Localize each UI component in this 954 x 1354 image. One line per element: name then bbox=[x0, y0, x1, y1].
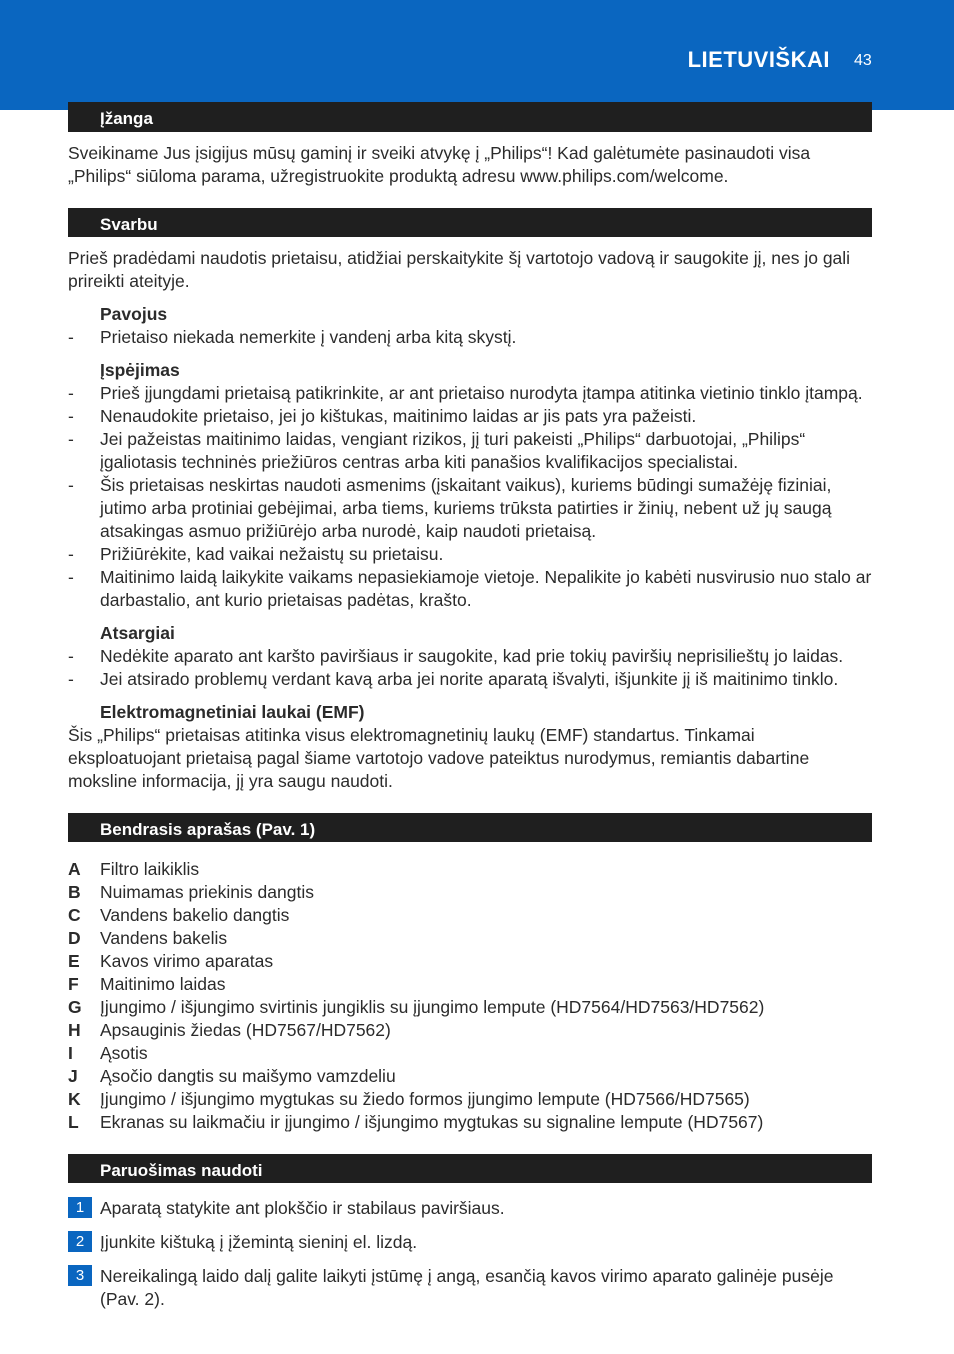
list-item: - Jei pažeistas maitinimo laidas, vengiant rizikos, jį turi pakeisti „Philips“ darbuotojai, „Philips“ įgaliotasis techninės priežiūros centras arba kiti panašios kvalifikacijos specialistai. bbox=[68, 428, 872, 474]
list-item: - Prieš įjungdami prietaisą patikrinkite, ar ant prietaiso nurodyta įtampa atitinka vietinio tinklo įtampą. bbox=[68, 382, 872, 405]
important-text: Prieš pradėdami naudotis prietaisu, atidžiai perskaitykite šį vartotojo vadovą ir saugokite jį, nes jo gali prireikti ateityje. bbox=[68, 248, 851, 291]
part-item: I Ąsotis bbox=[68, 1043, 148, 1063]
section-heading-intro: Įžanga bbox=[68, 102, 872, 132]
page-number: 43 bbox=[854, 52, 872, 69]
steps-list bbox=[68, 1197, 872, 1311]
list-item: - Nenaudokite prietaiso, jei jo kištukas, maitinimo laidas ar jis pats yra pažeisti. bbox=[68, 405, 872, 428]
warning-title: Įspėjimas bbox=[100, 360, 180, 380]
part-item: C Vandens bakelio dangtis bbox=[68, 905, 290, 925]
danger-list bbox=[68, 326, 872, 349]
section-heading-important: Svarbu bbox=[68, 208, 872, 237]
list-item: - Prižiūrėkite, kad vaikai nežaistų su prietaisu. bbox=[68, 543, 872, 566]
step-item: 2 Įjunkite kištuką į įžemintą sieninį el. lizdą. bbox=[68, 1231, 872, 1254]
danger-title: Pavojus bbox=[100, 304, 168, 324]
part-item: E Kavos virimo aparatas bbox=[68, 951, 274, 971]
part-item: G Įjungimo / išjungimo svirtinis jungiklis su įjungimo lempute (HD7564/HD7563/HD7562) bbox=[68, 997, 765, 1017]
list-item: - Nedėkite aparato ant karšto paviršiaus ir saugokite, kad prie tokių paviršių neprisilieštų jo laidas. bbox=[68, 645, 872, 668]
list-item: - Jei atsirado problemų verdant kavą arba jei norite aparatą išvalyti, išjunkite jį iš maitinimo tinklo. bbox=[68, 668, 872, 691]
caution-title: Atsargiai bbox=[100, 623, 175, 643]
part-item: L Ekranas su laikmačiu ir įjungimo / išjungimo mygtukas su signaline lempute (HD7567) bbox=[68, 1112, 764, 1132]
section-heading-overview: Bendrasis aprašas (Pav. 1) bbox=[68, 813, 872, 842]
intro-text: Sveikiname Jus įsigijus mūsų gaminį ir sveiki atvykę į „Philips“! Kad galėtumėte pasinaudoti visa „Philips“ siūloma parama, užregistruokite produktą adresu www.philips.com/welcome. bbox=[68, 143, 811, 186]
header-bar bbox=[0, 0, 954, 110]
step-number: 2 bbox=[68, 1231, 92, 1252]
caution-list bbox=[68, 645, 872, 691]
part-item: F Maitinimo laidas bbox=[68, 974, 226, 994]
list-item: - Prietaiso niekada nemerkite į vandenį arba kitą skystį. bbox=[68, 326, 872, 349]
part-item: D Vandens bakelis bbox=[68, 928, 228, 948]
list-item: - Šis prietaisas neskirtas naudoti asmenims (įskaitant vaikus), kuriems būdingi sumažėję fiziniai, jutimo arba protiniai gebėjimai, arba tiems, kuriems trūksta patirties ir žinių, nebent už jų saugą atsakingas asmuo prižiūrėjo arba nurodė, kaip naudoti prietaisą. bbox=[68, 474, 872, 543]
section-heading-preparation: Paruošimas naudoti bbox=[68, 1154, 872, 1183]
language-label: LIETUVIŠKAI bbox=[687, 47, 830, 72]
document-body bbox=[68, 102, 872, 1322]
step-item: 3 Nereikalingą laido dalį galite laikyti įstūmę į angą, esančią kavos virimo aparato galinėje pusėje (Pav. 2). bbox=[68, 1265, 872, 1311]
list-item: - Maitinimo laidą laikykite vaikams nepasiekiamoje vietoje. Nepalikite jo kabėti nusvirusio nuo stalo ar darbastalio, ant kurio prietaisas padėtas, krašto. bbox=[68, 566, 872, 612]
emf-title: Elektromagnetiniai laukai (EMF) bbox=[100, 702, 365, 722]
part-item: A Filtro laikiklis bbox=[68, 859, 200, 879]
warning-list bbox=[68, 382, 872, 612]
part-item: B Nuimamas priekinis dangtis bbox=[68, 882, 314, 902]
step-item: 1 Aparatą statykite ant plokščio ir stabilaus paviršiaus. bbox=[68, 1197, 872, 1220]
part-item: H Apsauginis žiedas (HD7567/HD7562) bbox=[68, 1020, 391, 1040]
part-item: K Įjungimo / išjungimo mygtukas su žiedo formos įjungimo lempute (HD7566/HD7565) bbox=[68, 1089, 750, 1109]
step-number: 1 bbox=[68, 1197, 92, 1218]
step-number: 3 bbox=[68, 1265, 92, 1286]
parts-list bbox=[68, 858, 872, 1134]
emf-text: Šis „Philips“ prietaisas atitinka visus elektromagnetinių laukų (EMF) standartus. Tinkamai eksploatuojant prietaisą pagal šiame vartotojo vadove pateiktus nurodymus, remiantis dabartine moksline informacija, jį yra saugu naudoti. bbox=[68, 725, 810, 791]
part-item: J Ąsočio dangtis su maišymo vamzdeliu bbox=[68, 1066, 396, 1086]
